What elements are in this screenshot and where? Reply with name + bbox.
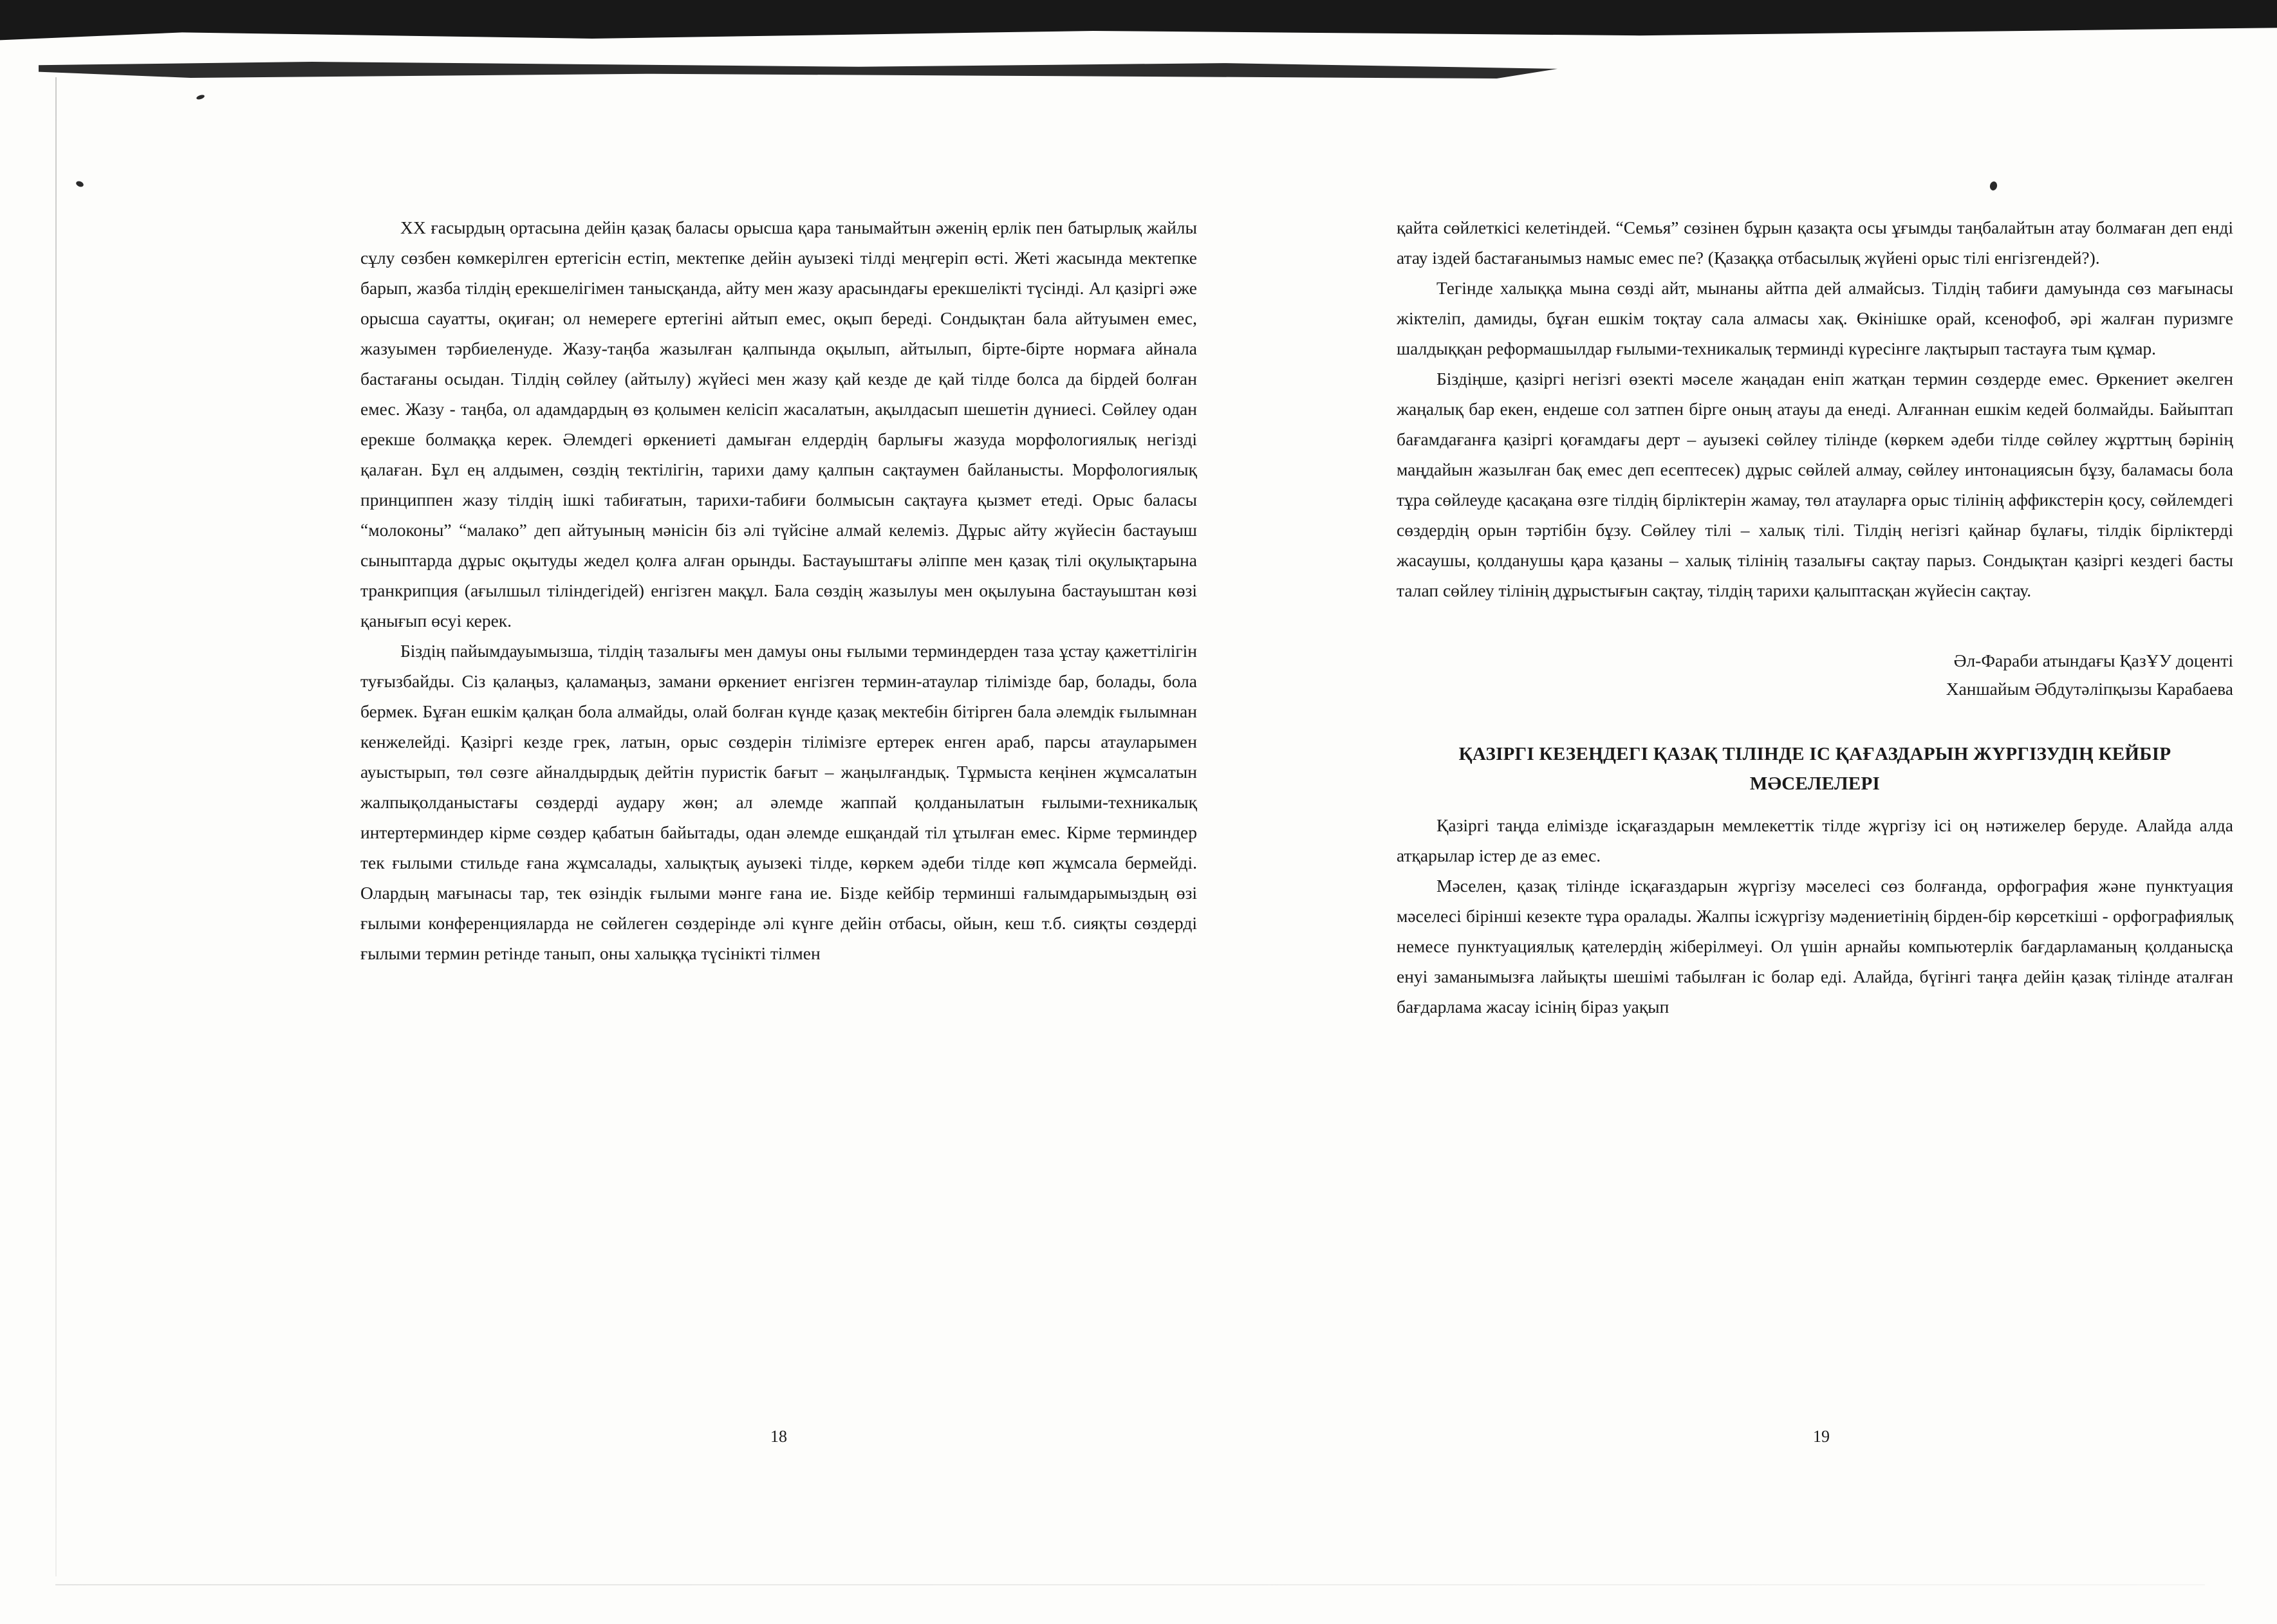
page-number-left: 18	[770, 1427, 787, 1446]
paragraph: Біздің пайымдауымызша, тілдің тазалығы мен дамуы оны ғылыми терминдерден таза ұстау қажеттілігін туғызбайды. Сіз қалаңыз, қаламаңыз, замани өркениет енгізген термин-атаулар тілімізде бар, болады, бола бермек. Бұған ешкім қалқан бола алмайды, олай болған күнде қазақ мектебін бітірген бала әлемдік ғылымнан кенжелейді. Қазіргі кезде грек, латын, орыс сөздерін тілімізге ертерек енген араб, парсы атауларымен ауыстырып, төл сөзге айналдырдық дейтін пуристік бағыт – жаңылғандық. Тұрмыста кеңінен жұмсалатын жалпықолданыстағы сөздерді аудару жөн; ал әлемде жаппай қолданылатын ғылыми-техникалық интертерминдер кірме сөздер қабатын байытады, одан әлемде ешқандай тіл ұтылған емес. Кірме терминдер тек ғылыми стильде ғана жұмсалады, халықтық ауызекі тілде, көркем әдеби тілде көп жұмсала бермейді. Олардың мағынасы тар, тек өзіндік ғылыми мәнге ғана ие. Бізде кейбір терминші ғалымдарымыздың өзі ғылыми конференцияларда не сөйлеген сөздерінде әлі күнге дейін отбасы, ойын, кеш т.б. сияқты сөздерді ғылыми термин ретінде танып, оны халыққа түсінікті тілмен	[360, 641, 1197, 963]
page-left-body	[360, 212, 1197, 968]
article-title: ҚАЗІРГІ КЕЗЕҢДЕГІ ҚАЗАҚ ТІЛІНДЕ ІС ҚАҒАЗДАРЫН ЖҮРГІЗУДІҢ КЕЙБІР МӘСЕЛЕЛЕРІ	[1458, 744, 2171, 794]
paragraph: Қазіргі таңда елімізде ісқағаздарын мемлекеттік тілде жүргізу ісі оң нәтижелер беруде. Алайда алда атқарылар істер де аз емес.	[1397, 815, 2233, 865]
paragraph: ХХ ғасырдың ортасына дейін қазақ баласы орысша қара танымайтын әженің ерлік пен батырлық жайлы сұлу сөзбен көмкерілген ертегісін естіп, мектепке дейін ауызекі тілді меңгеріп өсті. Жеті жасында мектепке барып, жазба тілдің ерекшелігімен танысқанда, айту мен жазу арасындағы ерекшелікті түсінді. Ал қазіргі әже орысша сауатты, оқиған; ол немереге ертегіні айтып емес, оқып береді. Сондықтан бала айтуымен емес, жазуымен тәрбиеленуде. Жазу-таңба жазылған қалпында оқылып, айтылып, бірте-бірте нормаға айнала бастағаны осыдан. Тілдің сөйлеу (айтылу) жүйесі мен жазу қай кезде де қай тілде болса да бірдей болған емес. Жазу - таңба, ол адамдардың өз қолымен келісіп жасалатын, ақылдасып шешетін дүниесі. Сөйлеу одан ерекше болмаққа керек. Әлемдегі өркениеті дамыған елдердің барлығы жазуда морфологиялық негізді қалаған. Бұл ең алдымен, сөздің тектілігін, тарихи даму қалпын сақтаумен байланысты. Морфологиялық принциппен жазу тілдің ішкі табиғатын, тарихи-табиғи болмысын сақтауға қызмет етеді. Орыс баласы “молоконы” “малако” деп айтуының мәнісін біз әлі түйсіне алмай келеміз. Дұрыс айту жүйесін бастауыш сыныптарда дұрыс оқытуды жедел қолға алған орынды. Бастауыштағы әліппе мен қазақ тілі оқулықтарына транкрипция (ағылшыл тіліндегідей) енгізген мақұл. Бала сөздің жазылуы мен оқылуына бастауыштан көзі қанығып өсуі керек.	[360, 217, 1197, 631]
byline-author: Ханшайым Әбдутәліпқызы Карабаева	[1946, 679, 2233, 699]
page-number-right: 19	[1813, 1427, 1830, 1446]
page-left	[360, 212, 1197, 968]
page-right-article-body	[1397, 810, 2233, 1022]
paragraph: Мәселен, қазақ тілінде ісқағаздарын жүргізу мәселесі сөз болғанда, орфография және пунктуация мәселесі бірінші кезекте тұра оралады. Жалпы ісжүргізу мәдениетінің бірден-бір көрсеткіші - орфографиялық немесе пунктуациялық қателердің жіберілмеуі. Ол үшін арнайы компьютерлік бағдарламаның қолданысқа енуі заманымызға лайықты шешімі табылған іс болар еді. Алайда, бүгінгі таңға дейін қазақ тілінде аталған бағдарлама жасау ісінің біраз уақып	[1397, 876, 2233, 1017]
page-right	[1397, 212, 2233, 1022]
paragraph: Біздіңше, қазіргі негізгі өзекті мәселе жаңадан еніп жатқан термин сөздерде емес. Өркениет әкелген жаңалық бар екен, ендеше сол затпен бірге оның атауы да енеді. Алғаннан ешкім кедей болмайды. Байыптап бағамдағанға қазіргі қоғамдағы дерт – ауызекі сөйлеу тілінде (көркем әдеби тілде сөйлеу жұрттың бәрінің маңдайын жазылған бақ емес деп есептесек) дұрыс сөйлей алмау, сөйлеу интонациясын бұзу, баламасы бола тұра сөйлеуде қасақана өзге тілдің бірліктерін жамау, төл атауларға орыс тілінің аффикстерін қосу, сөйлемдегі сөздердің орын тәртібін бұзу. Сөйлеу тілі – халық тілі. Тілдің негізгі қайнар бұлағы, тілдік бірліктерді жасаушы, қолданушы қара қазаны – халық тілінің тазалығы сақтау парыз. Сондықтан қазіргі кездегі басты талап сөйлеу тілінің дұрыстығын сақтау, тілдің тарихи қалыптасқан жүйесін сақтау.	[1397, 369, 2233, 600]
article-byline	[1397, 647, 2233, 703]
byline-affiliation: Әл-Фараби атындағы ҚазҰУ доценті	[1953, 651, 2233, 670]
page-right-body	[1397, 212, 2233, 605]
paragraph: Тегінде халыққа мына сөзді айт, мынаны айтпа дей алмайсыз. Тілдің табиғи дамуында сөз мағынасы жіктеліп, дамиды, бұған ешкім тоқтау сала алмасы хақ. Өкінішке орай, ксенофоб, әрі жалған пуризмге шалдыққан реформашылдар ғылыми-техникалық терминді күресінге лақтырып тастауға тым құмар.	[1397, 278, 2233, 358]
paragraph: қайта сөйлеткісі келетіндей. “Семья” сөзінен бұрын қазақта осы ұғымды таңбалайтын атау болмаған деп енді атау іздей бастағанымыз намыс емес пе? (Қазаққа отбасылық жүйені орыс тілі енгізгендей?).	[1397, 217, 2233, 268]
